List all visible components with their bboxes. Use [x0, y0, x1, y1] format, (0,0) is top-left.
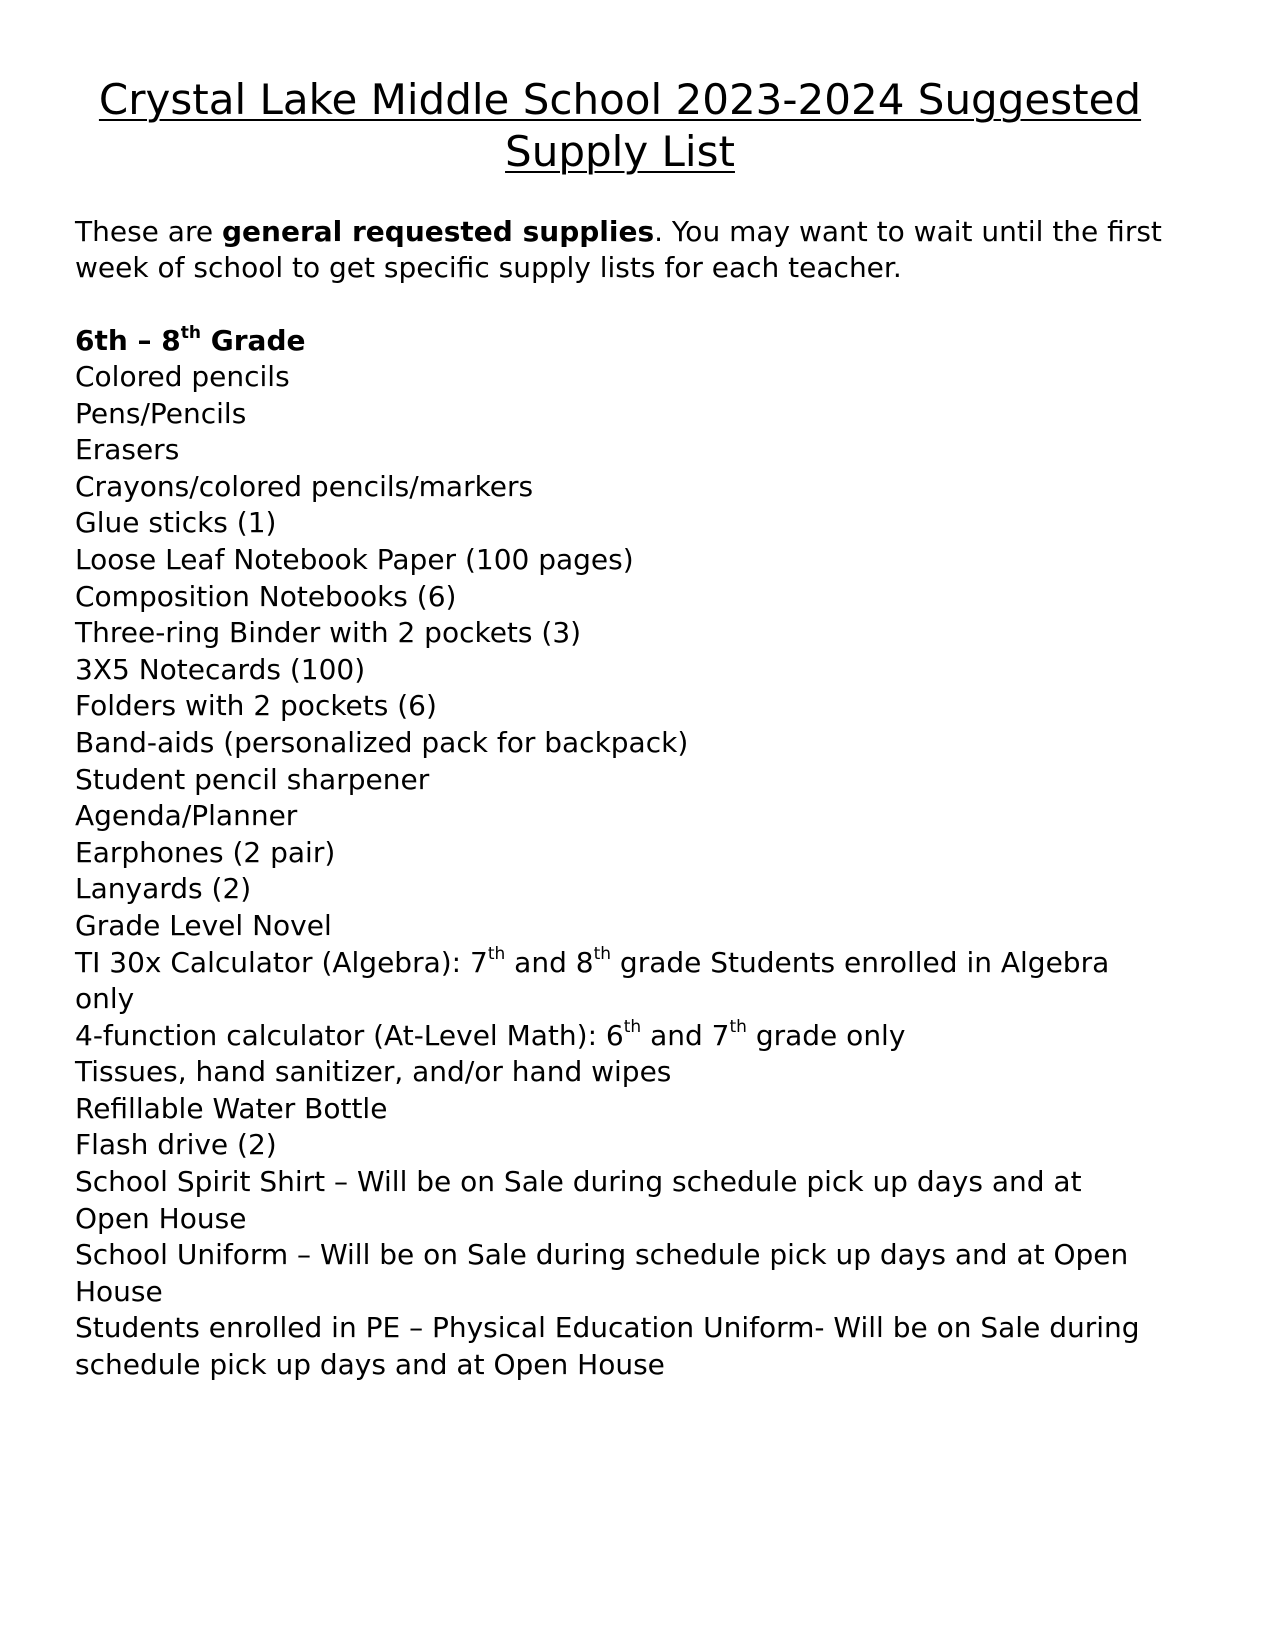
list-item: School Uniform – Will be on Sale during schedule pick up days and at Open House: [75, 1238, 1129, 1308]
list-item: Loose Leaf Notebook Paper (100 pages): [75, 542, 634, 576]
grade-heading-sup: th: [180, 322, 202, 343]
list-item: Students enrolled in PE – Physical Education Uniform- Will be on Sale during schedule pick up days and at Open House: [75, 1311, 1140, 1382]
calc-algebra-sup-2: th: [593, 944, 612, 965]
list-item: Earphones (2 pair): [75, 835, 336, 869]
list-item: Glue sticks (1): [75, 506, 277, 540]
list-item: Folders with 2 pockets (6): [75, 689, 437, 723]
calc-algebra-text-b: and 8: [505, 945, 594, 979]
list-item: Colored pencils: [75, 360, 290, 393]
grade-heading-part2: Grade: [201, 324, 306, 357]
calc-basic-text-b: and 7: [641, 1018, 730, 1052]
list-item: Three-ring Binder with 2 pockets (3): [75, 616, 582, 650]
list-item: 3X5 Notecards (100): [75, 652, 366, 686]
grade-heading-part1: 6th – 8: [75, 324, 181, 357]
title-line-2: Supply List: [505, 127, 735, 176]
list-item: Composition Notebooks (6): [75, 579, 457, 613]
list-item-calculator-basic: [75, 1018, 1165, 1055]
calc-basic-text-a: 4-function calculator (At-Level Math): 6: [75, 1018, 624, 1052]
calc-basic-text-c: grade only: [746, 1018, 906, 1052]
calc-algebra-text-a: TI 30x Calculator (Algebra): 7: [75, 945, 488, 979]
calc-algebra-text-c: grade Students enrolled in Algebra only: [75, 945, 1110, 1016]
list-item: Flash drive (2): [75, 1128, 277, 1162]
page-title: [75, 70, 1165, 178]
calc-basic-sup-2: th: [729, 1017, 747, 1038]
list-item: Student pencil sharpener: [75, 762, 430, 796]
list-item: Lanyards (2): [75, 872, 252, 906]
list-item-calculator-algebra: [75, 945, 1165, 1018]
intro-after: . You may want to wait until the first week of school to get specific supply lists for each teacher.: [75, 215, 1162, 284]
list-item: Crayons/colored pencils/markers: [75, 469, 534, 503]
calc-algebra-sup-1: th: [487, 944, 506, 965]
intro-paragraph: [75, 214, 1165, 286]
intro-before: These are: [75, 215, 222, 248]
list-item: Agenda/Planner: [75, 799, 298, 833]
grade-heading: [75, 323, 1165, 359]
intro-bold: general requested supplies: [221, 215, 655, 248]
list-item: Refillable Water Bottle: [75, 1091, 388, 1125]
list-item: Pens/Pencils: [75, 396, 247, 430]
title-line-1: Crystal Lake Middle School 2023-2024 Suggested: [98, 75, 1142, 124]
list-item: Tissues, hand sanitizer, and/or hand wipes: [75, 1055, 672, 1089]
list-item: Band-aids (personalized pack for backpack): [75, 725, 689, 759]
list-item: Erasers: [75, 433, 180, 467]
list-item: Grade Level Novel: [75, 908, 332, 942]
calc-basic-sup-1: th: [623, 1017, 642, 1038]
list-item: School Spirit Shirt – Will be on Sale during schedule pick up days and at Open House: [75, 1165, 1082, 1235]
supply-list: [75, 359, 1165, 1384]
